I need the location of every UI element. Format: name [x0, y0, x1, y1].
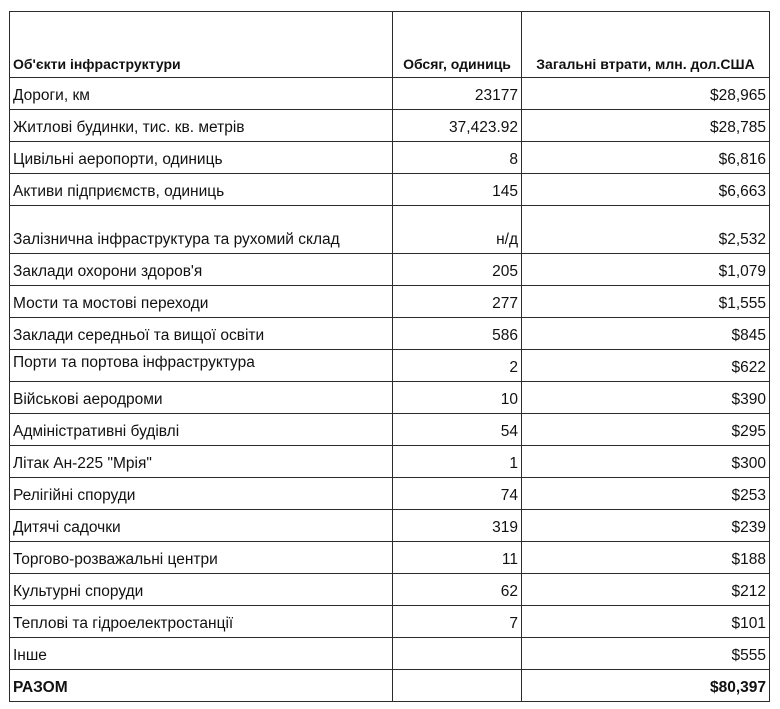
- table-row: [10, 286, 770, 318]
- cell-volume: 319: [393, 510, 522, 542]
- cell-volume: [393, 638, 522, 670]
- cell-object: Літак Ан-225 "Мрія": [10, 446, 393, 478]
- cell-losses: $845: [522, 318, 770, 350]
- total-volume: [393, 670, 522, 702]
- table-row: [10, 350, 770, 382]
- cell-losses: $28,785: [522, 110, 770, 142]
- table-row: [10, 382, 770, 414]
- cell-volume: 23177: [393, 78, 522, 110]
- cell-losses: $6,816: [522, 142, 770, 174]
- table-row: [10, 638, 770, 670]
- cell-object: Залізнична інфраструктура та рухомий склад: [10, 206, 393, 254]
- cell-volume: 74: [393, 478, 522, 510]
- cell-volume: 37,423.92: [393, 110, 522, 142]
- header-losses: Загальні втрати, млн. дол.США: [522, 12, 770, 78]
- cell-object: Житлові будинки, тис. кв. метрів: [10, 110, 393, 142]
- cell-volume: 1: [393, 446, 522, 478]
- cell-losses: $239: [522, 510, 770, 542]
- cell-object: Заклади середньої та вищої освіти: [10, 318, 393, 350]
- cell-losses: $6,663: [522, 174, 770, 206]
- cell-object: Інше: [10, 638, 393, 670]
- header-volume: Обсяг, одиниць: [393, 12, 522, 78]
- cell-object: Мости та мостові переходи: [10, 286, 393, 318]
- cell-losses: $101: [522, 606, 770, 638]
- table-row: [10, 318, 770, 350]
- cell-object: Релігійні споруди: [10, 478, 393, 510]
- table-row: [10, 414, 770, 446]
- cell-losses: $253: [522, 478, 770, 510]
- cell-object: Дитячі садочки: [10, 510, 393, 542]
- cell-volume: 8: [393, 142, 522, 174]
- total-label: РАЗОМ: [10, 670, 393, 702]
- table-row: [10, 110, 770, 142]
- cell-losses: $188: [522, 542, 770, 574]
- cell-losses: $1,555: [522, 286, 770, 318]
- header-row: [10, 12, 770, 78]
- table-row: [10, 574, 770, 606]
- cell-volume: 54: [393, 414, 522, 446]
- table-row: [10, 542, 770, 574]
- cell-losses: $295: [522, 414, 770, 446]
- cell-object: Торгово-розважальні центри: [10, 542, 393, 574]
- cell-volume: 10: [393, 382, 522, 414]
- cell-losses: $212: [522, 574, 770, 606]
- cell-volume: 277: [393, 286, 522, 318]
- cell-object: Теплові та гідроелектростанції: [10, 606, 393, 638]
- cell-object: Цивільні аеропорти, одиниць: [10, 142, 393, 174]
- cell-object: Дороги, км: [10, 78, 393, 110]
- table-row: [10, 478, 770, 510]
- cell-losses: $390: [522, 382, 770, 414]
- cell-object: Військові аеродроми: [10, 382, 393, 414]
- cell-volume: 62: [393, 574, 522, 606]
- cell-object: Культурні споруди: [10, 574, 393, 606]
- cell-object: Заклади охорони здоров'я: [10, 254, 393, 286]
- cell-object: Порти та портова інфраструктура: [10, 350, 393, 382]
- cell-volume: 205: [393, 254, 522, 286]
- cell-losses: $622: [522, 350, 770, 382]
- cell-volume: 7: [393, 606, 522, 638]
- table-row: [10, 174, 770, 206]
- table-row: [10, 510, 770, 542]
- cell-losses: $300: [522, 446, 770, 478]
- cell-object: Адміністративні будівлі: [10, 414, 393, 446]
- cell-object: Активи підприємств, одиниць: [10, 174, 393, 206]
- table-row: [10, 78, 770, 110]
- table-row: [10, 446, 770, 478]
- cell-volume: 2: [393, 350, 522, 382]
- cell-volume: 11: [393, 542, 522, 574]
- table-row: [10, 606, 770, 638]
- cell-losses: $28,965: [522, 78, 770, 110]
- total-losses: $80,397: [522, 670, 770, 702]
- cell-volume: 145: [393, 174, 522, 206]
- cell-losses: $2,532: [522, 206, 770, 254]
- infrastructure-losses-table: [9, 11, 770, 702]
- table-row: [10, 206, 770, 254]
- cell-losses: $555: [522, 638, 770, 670]
- table-row: [10, 142, 770, 174]
- header-object: Об'єкти інфраструктури: [10, 12, 393, 78]
- cell-losses: $1,079: [522, 254, 770, 286]
- cell-volume: н/д: [393, 206, 522, 254]
- cell-volume: 586: [393, 318, 522, 350]
- table-row: [10, 254, 770, 286]
- total-row: [10, 670, 770, 702]
